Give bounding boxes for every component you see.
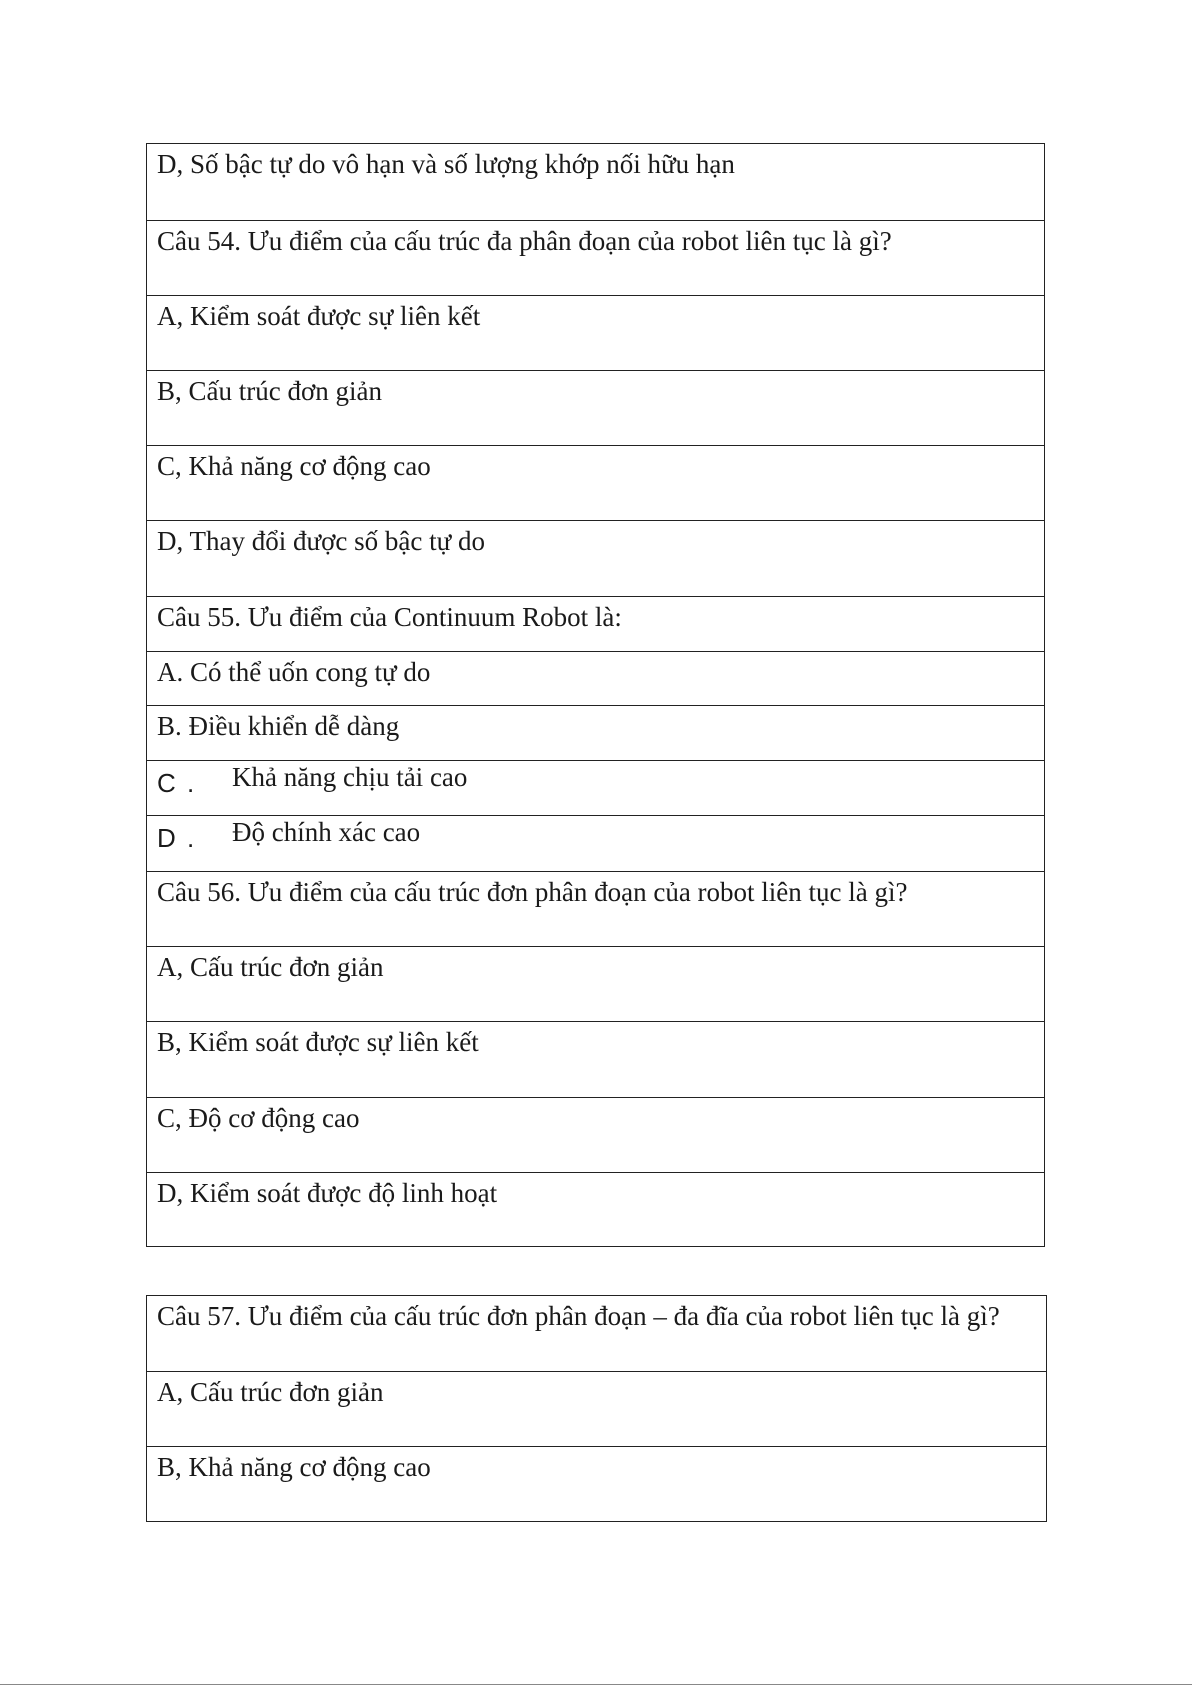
table-row <box>147 1021 1044 1097</box>
row-text: A. Có thể uốn cong tự do <box>157 657 431 687</box>
table-row <box>147 815 1044 871</box>
table-row <box>147 651 1044 705</box>
table-row <box>147 1097 1044 1172</box>
question-57-text: Câu 57. Ưu điểm của cấu trúc đơn phân đoạn – đa đĩa của robot liên tục là gì? <box>157 1301 1000 1331</box>
question-54-text: Câu 54. Ưu điểm của cấu trúc đa phân đoạn của robot liên tục là gì? <box>157 226 892 256</box>
table-row <box>147 1371 1046 1446</box>
table-row <box>147 596 1044 651</box>
question-table-2 <box>146 1295 1047 1522</box>
table-row <box>147 220 1044 295</box>
question-56-text: Câu 56. Ưu điểm của cấu trúc đơn phân đoạn của robot liên tục là gì? <box>157 877 908 907</box>
option-letter: D . <box>157 823 197 853</box>
row-text: Khả năng chịu tải cao <box>232 762 468 792</box>
row-text: A, Cấu trúc đơn giản <box>157 1377 384 1407</box>
question-55-text: Câu 55. Ưu điểm của Continuum Robot là: <box>157 602 622 632</box>
table-row <box>147 520 1044 596</box>
row-text: D, Thay đổi được số bậc tự do <box>157 526 485 556</box>
row-text: D, Kiểm soát được độ linh hoạt <box>157 1178 498 1208</box>
table-row <box>147 1446 1046 1521</box>
row-text: A, Kiểm soát được sự liên kết <box>157 301 481 331</box>
row-text: B, Cấu trúc đơn giản <box>157 376 382 406</box>
table-row <box>147 946 1044 1021</box>
table-row <box>147 1296 1046 1371</box>
row-text: Độ chính xác cao <box>232 817 421 847</box>
table-row <box>147 370 1044 445</box>
table-row <box>147 760 1044 815</box>
row-text: A, Cấu trúc đơn giản <box>157 952 384 982</box>
table-row <box>147 445 1044 520</box>
table-row <box>147 295 1044 370</box>
row-text: C, Độ cơ động cao <box>157 1103 360 1133</box>
option-letter: C . <box>157 768 197 798</box>
table-row <box>147 705 1044 760</box>
table-row <box>147 871 1044 946</box>
row-text: B, Kiểm soát được sự liên kết <box>157 1027 479 1057</box>
row-text: D, Số bậc tự do vô hạn và số lượng khớp nối hữu hạn <box>157 149 735 179</box>
row-text: C, Khả năng cơ động cao <box>157 451 431 481</box>
table-row <box>147 144 1044 220</box>
table-row <box>147 1172 1044 1246</box>
question-table-1 <box>146 143 1045 1247</box>
row-text: B, Khả năng cơ động cao <box>157 1452 431 1482</box>
row-text: B. Điều khiển dễ dàng <box>157 711 400 741</box>
